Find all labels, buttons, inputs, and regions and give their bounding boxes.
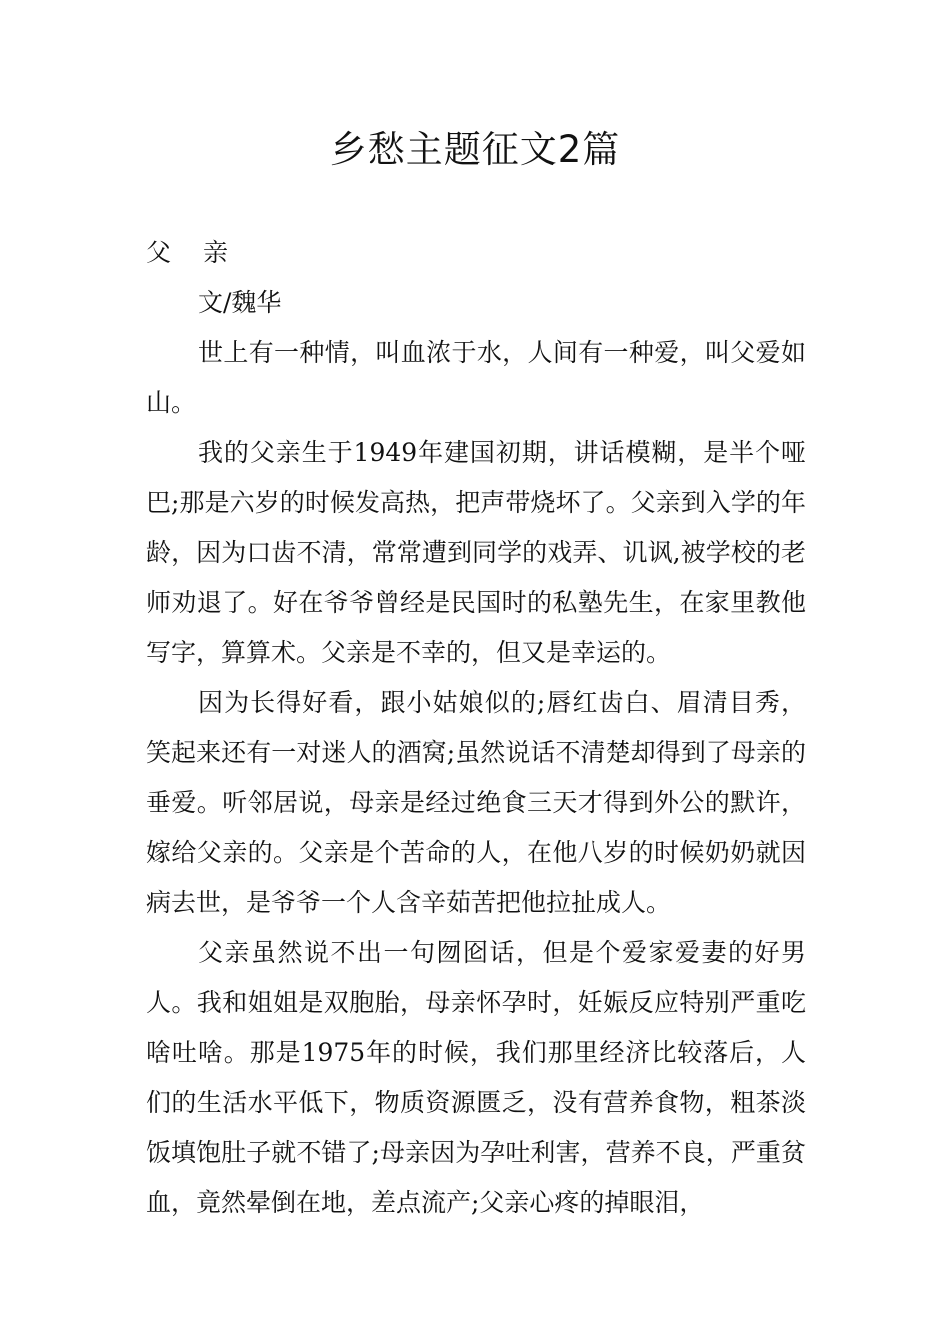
section-heading: 父 亲: [146, 238, 240, 267]
document-body: [146, 228, 806, 1228]
paragraph: 因为长得好看，跟小姑娘似的;唇红齿白、眉清目秀，笑起来还有一对迷人的酒窝;虽然说话不清楚却得到了母亲的垂爱。听邻居说，母亲是经过绝食三天才得到外公的默许，嫁给父亲的。父亲是个苦命的人，在他八岁的时候奶奶就因病去世，是爷爷一个人含辛茹苦把他拉扯成人。: [146, 688, 806, 917]
author-byline: 文/魏华: [198, 288, 282, 317]
paragraph: 我的父亲生于1949年建国初期，讲话模糊，是半个哑巴;那是六岁的时候发高热，把声带烧坏了。父亲到入学的年龄，因为口齿不清，常常遭到同学的戏弄、讥讽,被学校的老师劝退了。好在爷爷曾经是民国时的私塾先生，在家里教他写字，算算术。父亲是不幸的，但又是幸运的。: [146, 438, 806, 667]
paragraph: 世上有一种情，叫血浓于水，人间有一种爱，叫父爱如山。: [146, 338, 806, 417]
document-title: 乡愁主题征文2篇: [329, 128, 621, 171]
paragraph: 父亲虽然说不出一句囫囵话，但是个爱家爱妻的好男人。我和姐姐是双胞胎，母亲怀孕时，妊娠反应特别严重吃啥吐啥。那是1975年的时候，我们那里经济比较落后，人们的生活水平低下，物质资源匮乏，没有营养食物，粗茶淡饭填饱肚子就不错了;母亲因为孕吐利害，营养不良，严重贫血，竟然晕倒在地，差点流产;父亲心疼的掉眼泪，: [146, 938, 806, 1217]
